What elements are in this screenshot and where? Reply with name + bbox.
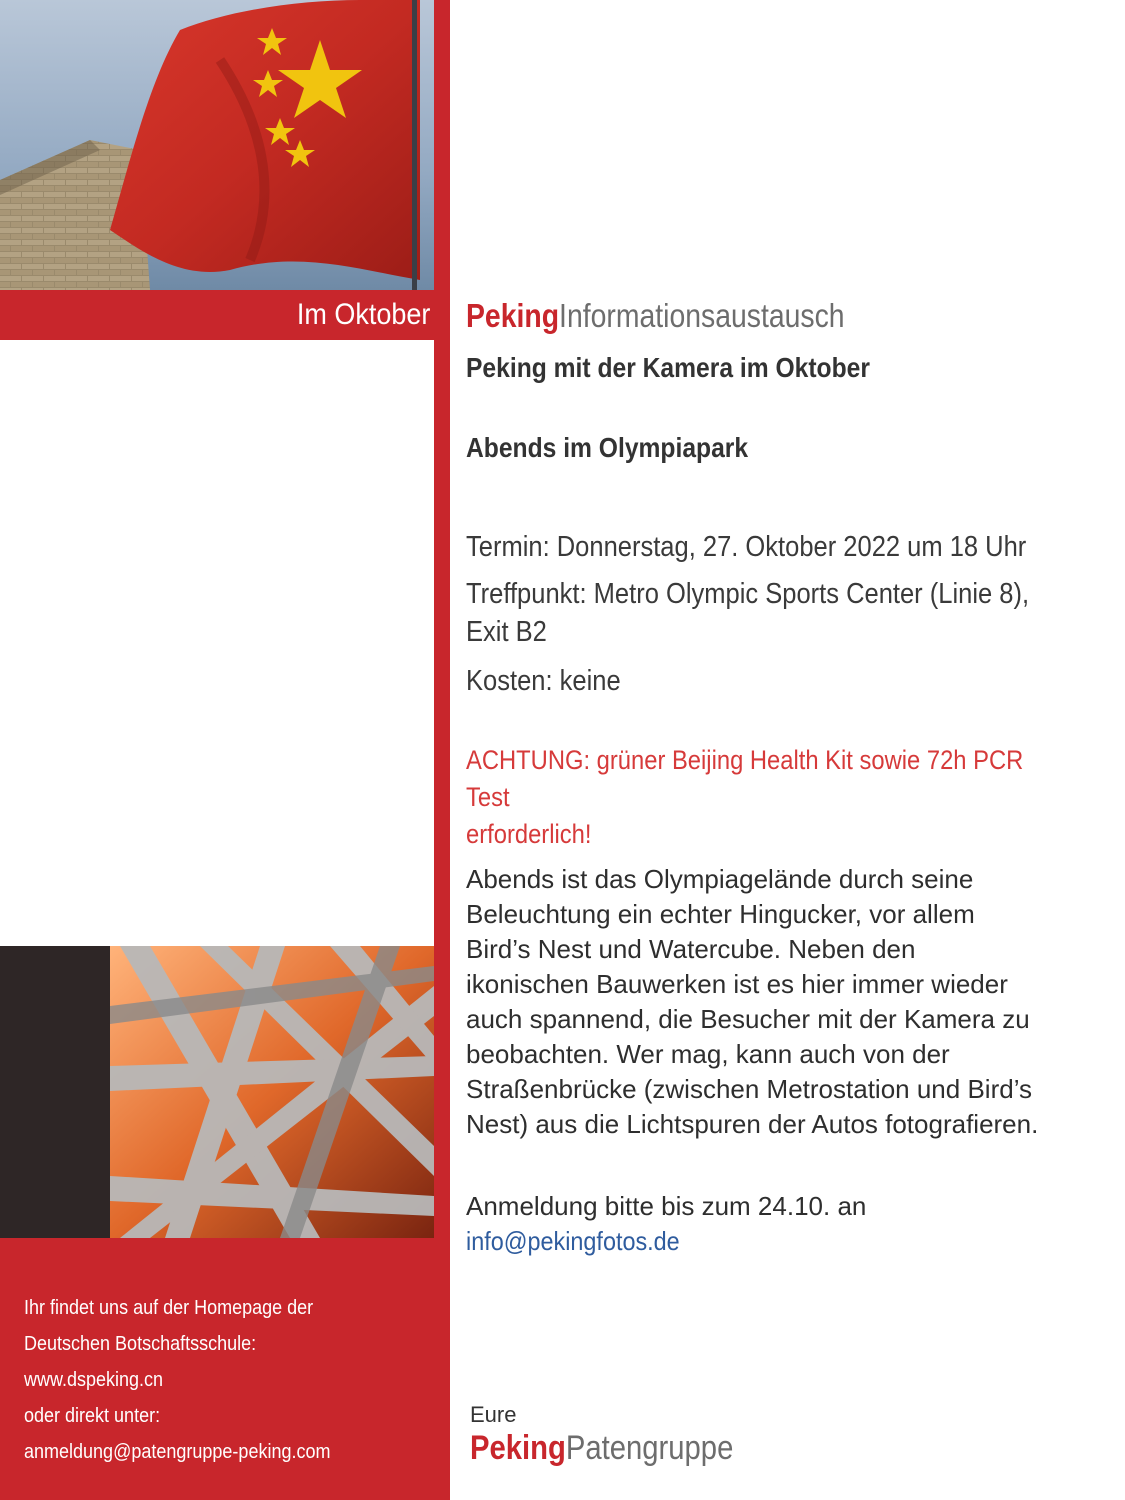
warning-line: ACHTUNG: grüner Beijing Health Kit sowie 72h PCR Test: [466, 745, 1024, 812]
event-subtitle: Abends im Olympiapark: [466, 432, 749, 463]
month-band: [0, 290, 450, 340]
brand-rest: Informationsaustausch: [559, 297, 845, 334]
description-line: auch spannend, die Besucher mit der Kamera zu: [466, 1004, 1030, 1034]
description-line: Nest) aus die Lichtspuren der Autos fotografieren.: [466, 1109, 1039, 1139]
event-cost: Kosten: keine: [466, 665, 621, 697]
homepage-link[interactable]: www.dspeking.cn: [24, 1369, 164, 1391]
registration-email-link[interactable]: anmeldung@patengruppe-peking.com: [24, 1441, 331, 1463]
contact-email-link[interactable]: info@pekingfotos.de: [466, 1226, 680, 1256]
description-line: ikonischen Bauwerken ist es hier immer wieder: [466, 969, 1008, 999]
signature: [470, 1402, 776, 1468]
meeting-point-line: Treffpunkt: Metro Olympic Sports Center (Linie 8),: [466, 578, 1030, 610]
description-line: Straßenbrücke (zwischen Metrostation und Bird’s: [466, 1074, 1032, 1104]
meeting-point-line: Exit B2: [466, 616, 547, 648]
month-label: Im Oktober: [296, 298, 430, 331]
signature-brand-rest: Patengruppe: [565, 1429, 734, 1467]
footer-line: Ihr findet uns auf der Homepage der: [24, 1297, 314, 1319]
event-date: Termin: Donnerstag, 27. Oktober 2022 um 18 Uhr: [466, 531, 1027, 563]
warning-notice: [466, 742, 1064, 853]
signature-eure: Eure: [470, 1402, 517, 1427]
warning-line: erforderlich!: [466, 819, 592, 849]
registration-info: [466, 1189, 866, 1259]
event-description: [466, 862, 1116, 1142]
brand-header: [466, 297, 845, 335]
description-line: Bird’s Nest und Watercube. Neben den: [466, 934, 916, 964]
footer-line: oder direkt unter:: [24, 1405, 161, 1427]
footer-line: Deutschen Botschaftsschule:: [24, 1333, 257, 1355]
birds-nest-photo: [0, 946, 434, 1238]
registration-text: Anmeldung bitte bis zum 24.10. an: [466, 1191, 867, 1221]
signature-brand: [470, 1428, 733, 1468]
meeting-point: [466, 575, 1029, 651]
footer-panel: [0, 1238, 450, 1500]
china-flag-photo: [0, 0, 434, 290]
description-line: beobachten. Wer mag, kann auch von der: [466, 1039, 950, 1069]
description-line: Beleuchtung ein echter Hingucker, vor allem: [466, 899, 975, 929]
brand-strong: Peking: [466, 297, 560, 334]
signature-brand-strong: Peking: [470, 1429, 566, 1467]
description-line: Abends ist das Olympiagelände durch seine: [466, 864, 974, 894]
event-title: Peking mit der Kamera im Oktober: [466, 352, 870, 383]
footer-contact-text: [24, 1290, 424, 1470]
